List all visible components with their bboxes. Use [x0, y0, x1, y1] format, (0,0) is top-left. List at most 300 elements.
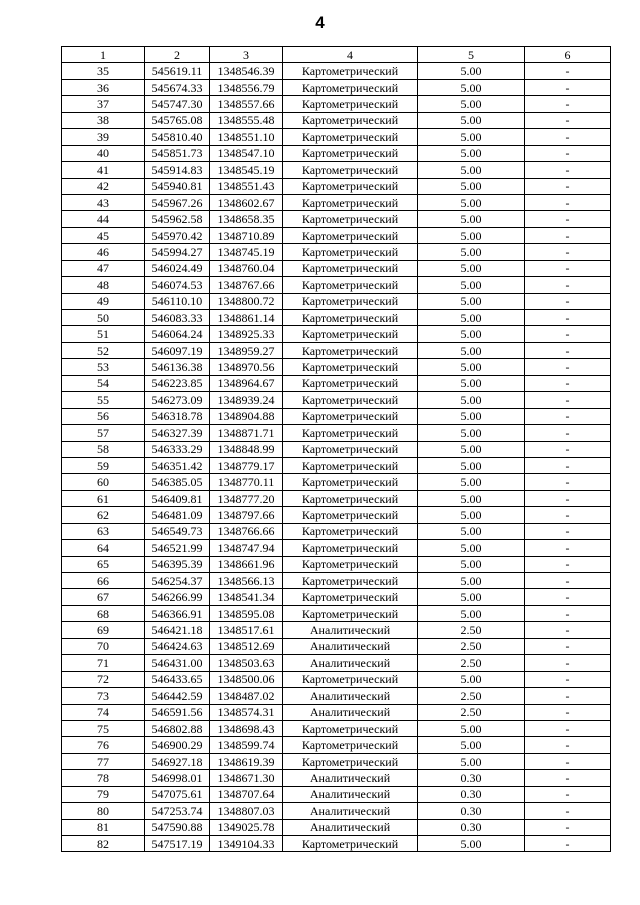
y-coordinate-cell: 1348595.08: [210, 605, 283, 621]
y-coordinate-cell: 1348964.67: [210, 375, 283, 391]
accuracy-cell: 5.00: [418, 359, 525, 375]
table-body: [62, 47, 611, 852]
accuracy-cell: 5.00: [418, 293, 525, 309]
y-coordinate-cell: 1348602.67: [210, 194, 283, 210]
accuracy-cell: 5.00: [418, 375, 525, 391]
note-cell: -: [525, 260, 611, 276]
method-cell: Картометрический: [283, 342, 418, 358]
x-coordinate-cell: 546481.09: [145, 507, 210, 523]
table-row: [62, 819, 611, 835]
accuracy-cell: 5.00: [418, 720, 525, 736]
accuracy-cell: 5.00: [418, 507, 525, 523]
note-cell: -: [525, 786, 611, 802]
table-row: [62, 63, 611, 79]
note-cell: -: [525, 96, 611, 112]
table-row: [62, 96, 611, 112]
note-cell: -: [525, 720, 611, 736]
accuracy-cell: 5.00: [418, 178, 525, 194]
method-cell: Картометрический: [283, 277, 418, 293]
y-coordinate-cell: 1348779.17: [210, 457, 283, 473]
note-cell: -: [525, 573, 611, 589]
accuracy-cell: 5.00: [418, 441, 525, 457]
y-coordinate-cell: 1348599.74: [210, 737, 283, 753]
accuracy-cell: 0.30: [418, 770, 525, 786]
y-coordinate-cell: 1348767.66: [210, 277, 283, 293]
method-cell: Картометрический: [283, 145, 418, 161]
table-row: [62, 671, 611, 687]
note-cell: -: [525, 638, 611, 654]
x-coordinate-cell: 547253.74: [145, 803, 210, 819]
table-row: [62, 622, 611, 638]
method-cell: Аналитический: [283, 819, 418, 835]
table-row: [62, 753, 611, 769]
x-coordinate-cell: 546318.78: [145, 408, 210, 424]
x-coordinate-cell: 546024.49: [145, 260, 210, 276]
table-row: [62, 786, 611, 802]
accuracy-cell: 5.00: [418, 474, 525, 490]
point-number-cell: 48: [62, 277, 145, 293]
column-header: 6: [525, 47, 611, 63]
accuracy-cell: 5.00: [418, 162, 525, 178]
note-cell: -: [525, 277, 611, 293]
point-number-cell: 54: [62, 375, 145, 391]
y-coordinate-cell: 1348512.69: [210, 638, 283, 654]
accuracy-cell: 5.00: [418, 112, 525, 128]
table-row: [62, 145, 611, 161]
x-coordinate-cell: 546333.29: [145, 441, 210, 457]
table-row: [62, 803, 611, 819]
table-row: [62, 770, 611, 786]
x-coordinate-cell: 546802.88: [145, 720, 210, 736]
x-coordinate-cell: 546395.39: [145, 556, 210, 572]
point-number-cell: 57: [62, 425, 145, 441]
accuracy-cell: 5.00: [418, 392, 525, 408]
method-cell: Картометрический: [283, 63, 418, 79]
accuracy-cell: 5.00: [418, 129, 525, 145]
x-coordinate-cell: 546424.63: [145, 638, 210, 654]
y-coordinate-cell: 1348745.19: [210, 244, 283, 260]
method-cell: Аналитический: [283, 704, 418, 720]
note-cell: -: [525, 112, 611, 128]
coordinates-table: [61, 46, 611, 852]
table-row: [62, 326, 611, 342]
point-number-cell: 64: [62, 540, 145, 556]
y-coordinate-cell: 1348766.66: [210, 523, 283, 539]
note-cell: -: [525, 211, 611, 227]
point-number-cell: 59: [62, 457, 145, 473]
y-coordinate-cell: 1348546.39: [210, 63, 283, 79]
note-cell: -: [525, 457, 611, 473]
note-cell: -: [525, 392, 611, 408]
note-cell: -: [525, 342, 611, 358]
accuracy-cell: 5.00: [418, 244, 525, 260]
method-cell: Картометрический: [283, 79, 418, 95]
method-cell: Картометрический: [283, 425, 418, 441]
note-cell: -: [525, 474, 611, 490]
point-number-cell: 70: [62, 638, 145, 654]
table-row: [62, 605, 611, 621]
point-number-cell: 65: [62, 556, 145, 572]
accuracy-cell: 5.00: [418, 523, 525, 539]
y-coordinate-cell: 1348861.14: [210, 310, 283, 326]
note-cell: -: [525, 688, 611, 704]
point-number-cell: 69: [62, 622, 145, 638]
y-coordinate-cell: 1348500.06: [210, 671, 283, 687]
point-number-cell: 67: [62, 589, 145, 605]
x-coordinate-cell: 546273.09: [145, 392, 210, 408]
y-coordinate-cell: 1348566.13: [210, 573, 283, 589]
accuracy-cell: 5.00: [418, 425, 525, 441]
table-row: [62, 79, 611, 95]
y-coordinate-cell: 1348797.66: [210, 507, 283, 523]
x-coordinate-cell: 545970.42: [145, 227, 210, 243]
table-row: [62, 244, 611, 260]
table-row: [62, 589, 611, 605]
note-cell: -: [525, 441, 611, 457]
note-cell: -: [525, 556, 611, 572]
x-coordinate-cell: 546074.53: [145, 277, 210, 293]
accuracy-cell: 5.00: [418, 63, 525, 79]
point-number-cell: 56: [62, 408, 145, 424]
y-coordinate-cell: 1348747.94: [210, 540, 283, 556]
point-number-cell: 75: [62, 720, 145, 736]
x-coordinate-cell: 545914.83: [145, 162, 210, 178]
point-number-cell: 53: [62, 359, 145, 375]
method-cell: Картометрический: [283, 392, 418, 408]
y-coordinate-cell: 1348545.19: [210, 162, 283, 178]
point-number-cell: 49: [62, 293, 145, 309]
point-number-cell: 47: [62, 260, 145, 276]
x-coordinate-cell: 545674.33: [145, 79, 210, 95]
accuracy-cell: 5.00: [418, 326, 525, 342]
x-coordinate-cell: 547590.88: [145, 819, 210, 835]
x-coordinate-cell: 546266.99: [145, 589, 210, 605]
y-coordinate-cell: 1348547.10: [210, 145, 283, 161]
accuracy-cell: 5.00: [418, 79, 525, 95]
point-number-cell: 63: [62, 523, 145, 539]
y-coordinate-cell: 1348807.03: [210, 803, 283, 819]
point-number-cell: 60: [62, 474, 145, 490]
y-coordinate-cell: 1348557.66: [210, 96, 283, 112]
note-cell: -: [525, 178, 611, 194]
x-coordinate-cell: 545810.40: [145, 129, 210, 145]
x-coordinate-cell: 546591.56: [145, 704, 210, 720]
x-coordinate-cell: 546409.81: [145, 490, 210, 506]
table-row: [62, 178, 611, 194]
note-cell: -: [525, 408, 611, 424]
accuracy-cell: 5.00: [418, 457, 525, 473]
table-row: [62, 129, 611, 145]
point-number-cell: 78: [62, 770, 145, 786]
point-number-cell: 38: [62, 112, 145, 128]
method-cell: Картометрический: [283, 194, 418, 210]
accuracy-cell: 2.50: [418, 622, 525, 638]
method-cell: Картометрический: [283, 359, 418, 375]
table-row: [62, 638, 611, 654]
method-cell: Аналитический: [283, 622, 418, 638]
point-number-cell: 76: [62, 737, 145, 753]
method-cell: Картометрический: [283, 457, 418, 473]
accuracy-cell: 5.00: [418, 556, 525, 572]
accuracy-cell: 5.00: [418, 145, 525, 161]
accuracy-cell: 5.00: [418, 408, 525, 424]
table-row: [62, 277, 611, 293]
accuracy-cell: 0.30: [418, 819, 525, 835]
accuracy-cell: 0.30: [418, 803, 525, 819]
method-cell: Аналитический: [283, 638, 418, 654]
method-cell: Картометрический: [283, 227, 418, 243]
y-coordinate-cell: 1348551.10: [210, 129, 283, 145]
table-row: [62, 737, 611, 753]
table-row: [62, 211, 611, 227]
note-cell: -: [525, 605, 611, 621]
x-coordinate-cell: 546064.24: [145, 326, 210, 342]
method-cell: Картометрический: [283, 605, 418, 621]
y-coordinate-cell: 1348698.43: [210, 720, 283, 736]
column-header: 5: [418, 47, 525, 63]
note-cell: -: [525, 704, 611, 720]
point-number-cell: 77: [62, 753, 145, 769]
y-coordinate-cell: 1348619.39: [210, 753, 283, 769]
point-number-cell: 82: [62, 836, 145, 852]
y-coordinate-cell: 1348541.34: [210, 589, 283, 605]
x-coordinate-cell: 546521.99: [145, 540, 210, 556]
x-coordinate-cell: 546433.65: [145, 671, 210, 687]
note-cell: -: [525, 145, 611, 161]
x-coordinate-cell: 546097.19: [145, 342, 210, 358]
x-coordinate-cell: 546900.29: [145, 737, 210, 753]
note-cell: -: [525, 655, 611, 671]
note-cell: -: [525, 129, 611, 145]
note-cell: -: [525, 425, 611, 441]
method-cell: Картометрический: [283, 162, 418, 178]
accuracy-cell: 2.50: [418, 704, 525, 720]
table-row: [62, 507, 611, 523]
accuracy-cell: 5.00: [418, 96, 525, 112]
accuracy-cell: 5.00: [418, 589, 525, 605]
note-cell: -: [525, 79, 611, 95]
accuracy-cell: 5.00: [418, 194, 525, 210]
note-cell: -: [525, 671, 611, 687]
table-row: [62, 441, 611, 457]
method-cell: Картометрический: [283, 490, 418, 506]
table-row: [62, 227, 611, 243]
y-coordinate-cell: 1348904.88: [210, 408, 283, 424]
y-coordinate-cell: 1348970.56: [210, 359, 283, 375]
x-coordinate-cell: 546366.91: [145, 605, 210, 621]
table-row: [62, 162, 611, 178]
x-coordinate-cell: 545765.08: [145, 112, 210, 128]
accuracy-cell: 0.30: [418, 786, 525, 802]
table-row: [62, 425, 611, 441]
note-cell: -: [525, 359, 611, 375]
note-cell: -: [525, 753, 611, 769]
x-coordinate-cell: 546136.38: [145, 359, 210, 375]
y-coordinate-cell: 1348671.30: [210, 770, 283, 786]
point-number-cell: 36: [62, 79, 145, 95]
point-number-cell: 66: [62, 573, 145, 589]
table-row: [62, 293, 611, 309]
method-cell: Картометрический: [283, 737, 418, 753]
method-cell: Картометрический: [283, 408, 418, 424]
accuracy-cell: 2.50: [418, 655, 525, 671]
accuracy-cell: 5.00: [418, 836, 525, 852]
method-cell: Картометрический: [283, 523, 418, 539]
x-coordinate-cell: 546327.39: [145, 425, 210, 441]
point-number-cell: 35: [62, 63, 145, 79]
note-cell: -: [525, 737, 611, 753]
method-cell: Картометрический: [283, 671, 418, 687]
table-row: [62, 556, 611, 572]
note-cell: -: [525, 803, 611, 819]
accuracy-cell: 2.50: [418, 688, 525, 704]
table-row: [62, 474, 611, 490]
y-coordinate-cell: 1348710.89: [210, 227, 283, 243]
note-cell: -: [525, 819, 611, 835]
point-number-cell: 73: [62, 688, 145, 704]
method-cell: Картометрический: [283, 211, 418, 227]
note-cell: -: [525, 490, 611, 506]
table-row: [62, 704, 611, 720]
y-coordinate-cell: 1348503.63: [210, 655, 283, 671]
point-number-cell: 41: [62, 162, 145, 178]
y-coordinate-cell: 1348800.72: [210, 293, 283, 309]
column-header: 4: [283, 47, 418, 63]
accuracy-cell: 5.00: [418, 310, 525, 326]
note-cell: -: [525, 293, 611, 309]
page-number: 4: [315, 13, 325, 32]
note-cell: -: [525, 836, 611, 852]
accuracy-cell: 5.00: [418, 227, 525, 243]
method-cell: Аналитический: [283, 786, 418, 802]
method-cell: Картометрический: [283, 260, 418, 276]
point-number-cell: 45: [62, 227, 145, 243]
point-number-cell: 62: [62, 507, 145, 523]
method-cell: Картометрический: [283, 129, 418, 145]
y-coordinate-cell: 1348551.43: [210, 178, 283, 194]
x-coordinate-cell: 546223.85: [145, 375, 210, 391]
method-cell: Картометрический: [283, 540, 418, 556]
column-header: 1: [62, 47, 145, 63]
table-row: [62, 112, 611, 128]
accuracy-cell: 2.50: [418, 638, 525, 654]
note-cell: -: [525, 244, 611, 260]
note-cell: -: [525, 622, 611, 638]
note-cell: -: [525, 375, 611, 391]
y-coordinate-cell: 1348487.02: [210, 688, 283, 704]
x-coordinate-cell: 545619.11: [145, 63, 210, 79]
table-row: [62, 655, 611, 671]
table-row: [62, 457, 611, 473]
accuracy-cell: 5.00: [418, 671, 525, 687]
accuracy-cell: 5.00: [418, 277, 525, 293]
point-number-cell: 71: [62, 655, 145, 671]
x-coordinate-cell: 546254.37: [145, 573, 210, 589]
note-cell: -: [525, 540, 611, 556]
method-cell: Картометрический: [283, 589, 418, 605]
note-cell: -: [525, 770, 611, 786]
point-number-cell: 44: [62, 211, 145, 227]
note-cell: -: [525, 326, 611, 342]
note-cell: -: [525, 507, 611, 523]
method-cell: Картометрический: [283, 293, 418, 309]
point-number-cell: 80: [62, 803, 145, 819]
x-coordinate-cell: 546083.33: [145, 310, 210, 326]
point-number-cell: 46: [62, 244, 145, 260]
method-cell: Картометрический: [283, 474, 418, 490]
point-number-cell: 81: [62, 819, 145, 835]
method-cell: Картометрический: [283, 310, 418, 326]
method-cell: Аналитический: [283, 770, 418, 786]
x-coordinate-cell: 545747.30: [145, 96, 210, 112]
accuracy-cell: 5.00: [418, 540, 525, 556]
method-cell: Картометрический: [283, 441, 418, 457]
method-cell: Аналитический: [283, 803, 418, 819]
x-coordinate-cell: 545967.26: [145, 194, 210, 210]
table-row: [62, 342, 611, 358]
y-coordinate-cell: 1348661.96: [210, 556, 283, 572]
accuracy-cell: 5.00: [418, 490, 525, 506]
y-coordinate-cell: 1349104.33: [210, 836, 283, 852]
point-number-cell: 43: [62, 194, 145, 210]
y-coordinate-cell: 1348871.71: [210, 425, 283, 441]
method-cell: Картометрический: [283, 375, 418, 391]
note-cell: -: [525, 589, 611, 605]
y-coordinate-cell: 1348777.20: [210, 490, 283, 506]
method-cell: Картометрический: [283, 556, 418, 572]
y-coordinate-cell: 1348707.64: [210, 786, 283, 802]
point-number-cell: 52: [62, 342, 145, 358]
note-cell: -: [525, 63, 611, 79]
accuracy-cell: 5.00: [418, 342, 525, 358]
table-row: [62, 359, 611, 375]
method-cell: Картометрический: [283, 573, 418, 589]
method-cell: Картометрический: [283, 753, 418, 769]
y-coordinate-cell: 1348517.61: [210, 622, 283, 638]
table-row: [62, 573, 611, 589]
method-cell: Картометрический: [283, 326, 418, 342]
method-cell: Аналитический: [283, 688, 418, 704]
table-row: [62, 523, 611, 539]
y-coordinate-cell: 1348848.99: [210, 441, 283, 457]
x-coordinate-cell: 546431.00: [145, 655, 210, 671]
accuracy-cell: 5.00: [418, 573, 525, 589]
point-number-cell: 42: [62, 178, 145, 194]
point-number-cell: 51: [62, 326, 145, 342]
method-cell: Картометрический: [283, 836, 418, 852]
method-cell: Аналитический: [283, 655, 418, 671]
x-coordinate-cell: 546927.18: [145, 753, 210, 769]
accuracy-cell: 5.00: [418, 260, 525, 276]
table-row: [62, 194, 611, 210]
column-header: 3: [210, 47, 283, 63]
y-coordinate-cell: 1348556.79: [210, 79, 283, 95]
y-coordinate-cell: 1348574.31: [210, 704, 283, 720]
note-cell: -: [525, 162, 611, 178]
table-row: [62, 688, 611, 704]
x-coordinate-cell: 545940.81: [145, 178, 210, 194]
table-header-row: [62, 47, 611, 63]
point-number-cell: 61: [62, 490, 145, 506]
table-row: [62, 375, 611, 391]
x-coordinate-cell: 547517.19: [145, 836, 210, 852]
point-number-cell: 40: [62, 145, 145, 161]
x-coordinate-cell: 546351.42: [145, 457, 210, 473]
point-number-cell: 37: [62, 96, 145, 112]
note-cell: -: [525, 310, 611, 326]
table-row: [62, 310, 611, 326]
y-coordinate-cell: 1348959.27: [210, 342, 283, 358]
